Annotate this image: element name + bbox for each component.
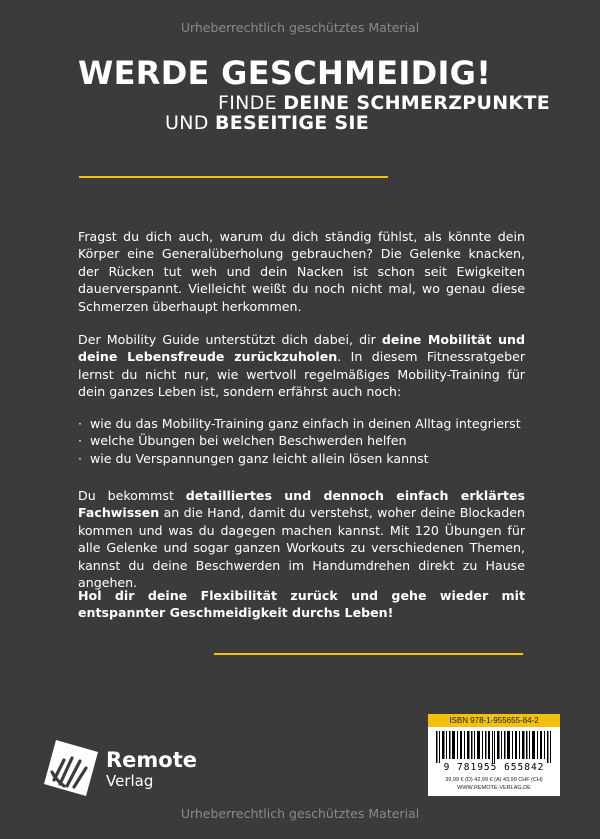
mobility-guide-highlight: deine Mobilität und deine Lebensfreude zurückzuholen xyxy=(78,332,525,365)
publisher-url: WWW.REMOTE-VERLAG.DE xyxy=(457,785,531,791)
back-cover-title: WERDE GESCHMEIDIG! xyxy=(78,54,492,92)
bottom-accent-rule xyxy=(214,653,523,655)
subtitle-line-2-bold: BESEITIGE SIE xyxy=(215,112,370,134)
price-line: 39,99 € (D) 42,99 € (A) 43,99 CHF (CH) xyxy=(445,777,543,783)
mobility-guide-text-2: . In diesem Fitnessratgeber lernst du nicht nur, wie wertvoll regelmäßiges Mobility-Training für dein ganzes Leben ist, sondern erfährst auch noch: xyxy=(78,349,525,400)
barcode-icon xyxy=(436,731,552,763)
publisher-name: Remote xyxy=(106,748,198,772)
top-accent-rule xyxy=(79,176,388,178)
subtitle-line-2-plain: UND xyxy=(165,112,215,134)
subtitle-line-1 xyxy=(218,92,550,114)
knowledge-text-2: an die Hand, damit du verstehst, woher deine Blockaden kommen und was du dagegen machen kannst. Mit 120 Übungen für alle Gelenke und sogar ganzen Workouts zu verschiedenen Themen, kannst du deine Beschwerden im Handumdrehen direkt zu Hause angehen. xyxy=(78,505,525,591)
knowledge-paragraph xyxy=(78,487,525,591)
subtitle-line-2 xyxy=(165,112,369,134)
closing-call-to-action: Hol dir deine Flexibilität zurück und gehe wieder mit entspannter Geschmeidigkeit durchs Leben! xyxy=(78,588,525,621)
mobility-guide-text-1: Der Mobility Guide unterstützt dich dabei, dir xyxy=(78,332,382,347)
subtitle-line-1-bold: DEINE SCHMERZPUNKTE xyxy=(283,92,550,114)
isbn-barcode-box xyxy=(428,714,560,796)
copyright-watermark-bottom: Urheberrechtlich geschütztes Material xyxy=(180,806,420,821)
copyright-watermark-top: Urheberrechtlich geschütztes Material xyxy=(180,20,420,35)
barcode-number: 9 781955 655842 xyxy=(443,762,545,773)
subtitle-line-1-plain: FINDE xyxy=(218,92,284,114)
knowledge-highlight: detailliertes und dennoch einfach erklärtes Fachwissen xyxy=(78,488,525,521)
benefit-item: · wie du das Mobility-Training ganz einfach in deinen Alltag integrierst xyxy=(78,415,525,432)
benefit-item: · wie du Verspannungen ganz leicht allein lösen kannst xyxy=(78,450,525,467)
knowledge-text-1: Du bekommst xyxy=(78,488,186,503)
intro-paragraph: Fragst du dich auch, warum du dich ständig fühlst, als könnte dein Körper eine Generalüberholung gebrauchen? Die Gelenke knacken, der Rücken tut weh und dein Nacken ist schon seit Ewigkeiten dauerverspannt. Vielleicht weißt du noch nicht mal, wo genau diese Schmerzen überhaupt herkommen. xyxy=(78,229,525,314)
mobility-guide-paragraph xyxy=(78,331,525,401)
isbn-label: ISBN 978-1-955655-84-2 xyxy=(428,714,560,727)
publisher-subname: Verlag xyxy=(106,772,154,790)
benefit-item: · welche Übungen bei welchen Beschwerden helfen xyxy=(78,432,525,449)
benefit-list xyxy=(78,415,525,467)
remote-hand-logo-icon xyxy=(40,738,100,798)
